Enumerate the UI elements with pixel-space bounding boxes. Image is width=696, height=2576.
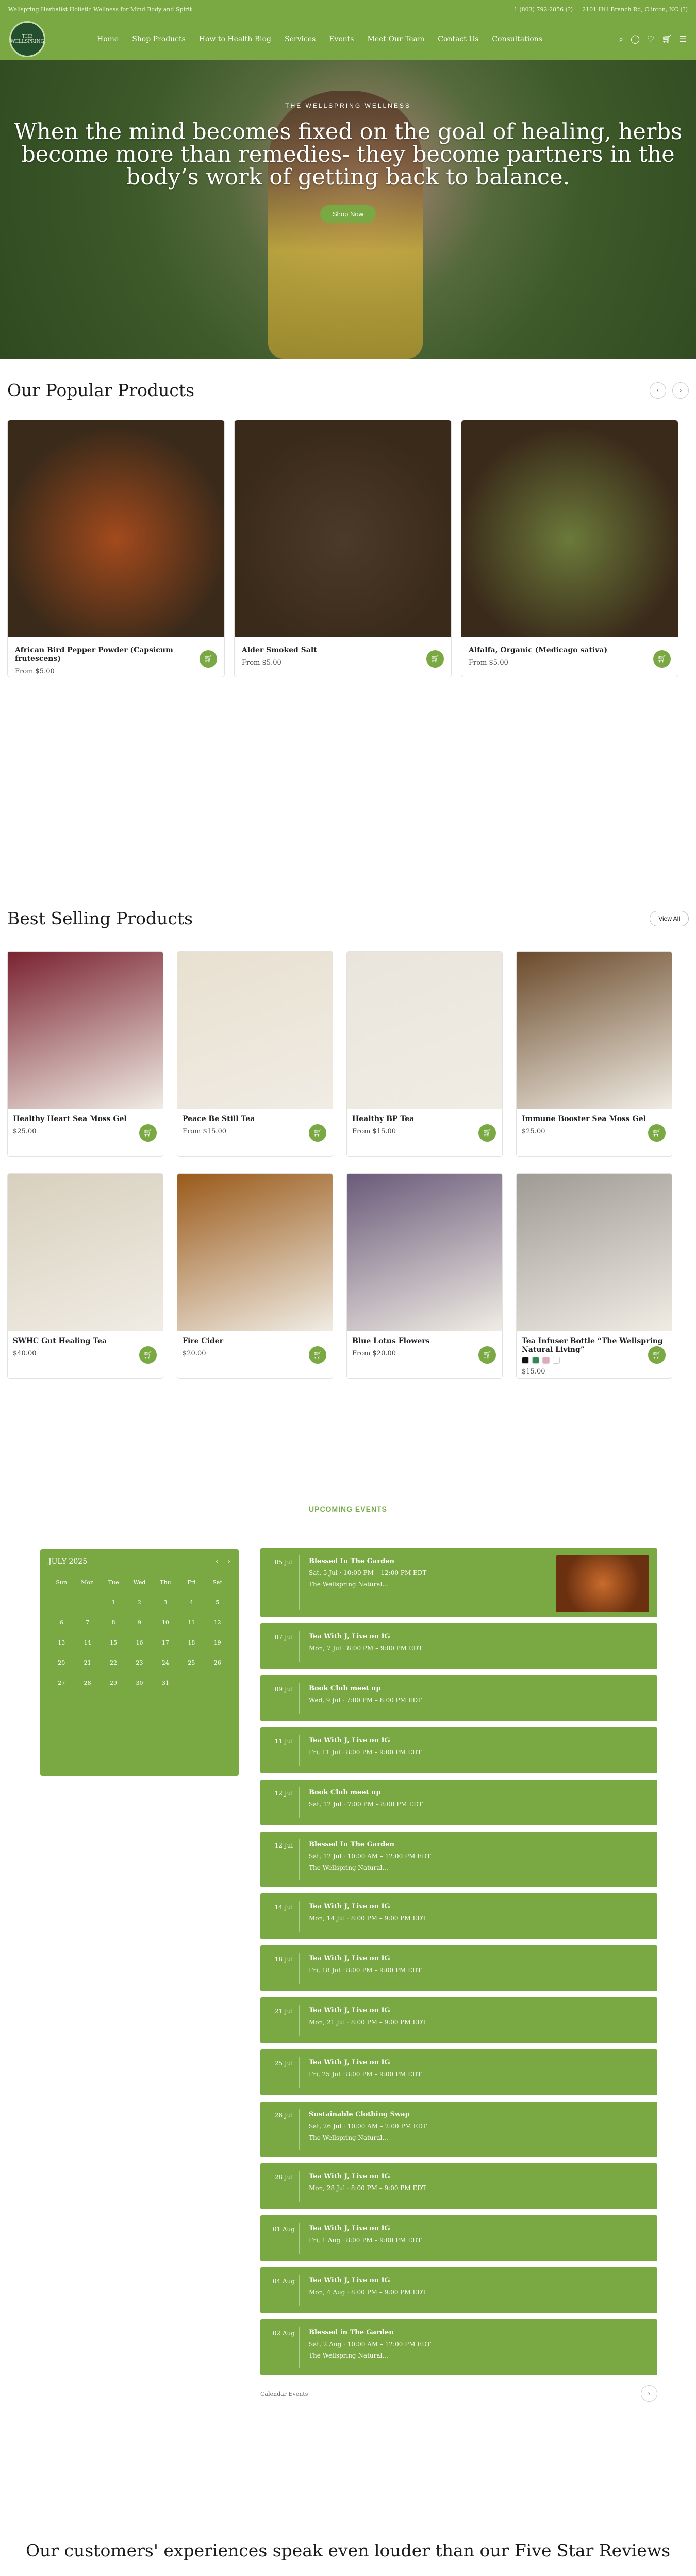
product-info — [177, 1331, 333, 1378]
event-time: Fri, 11 Jul · 8:00 PM – 9:00 PM EDT — [309, 1749, 422, 1756]
calendar-day[interactable]: 5 — [216, 1599, 220, 1606]
event-title[interactable]: Blessed in The Garden — [309, 2329, 394, 2336]
event-info — [300, 1555, 426, 1610]
product-price: From $15.00 — [183, 1128, 227, 1136]
top-announcement-bar — [0, 0, 696, 19]
event-time: Mon, 7 Jul · 8:00 PM – 9:00 PM EDT — [309, 1645, 423, 1652]
calendar-day[interactable]: 22 — [110, 1659, 118, 1666]
product-info — [347, 1331, 502, 1378]
product-info — [235, 637, 451, 677]
events-calendar — [40, 1549, 239, 1776]
event-date: 11 Jul — [269, 1735, 300, 1766]
calendar-day[interactable]: 12 — [213, 1619, 221, 1626]
events-next-icon[interactable]: › — [641, 2385, 657, 2402]
upcoming-events-section — [0, 1505, 696, 2535]
calendar-weekday: Wed — [133, 1579, 146, 1586]
event-info — [300, 1901, 426, 1932]
product-name[interactable]: Immune Booster Sea Moss Gel — [522, 1115, 646, 1123]
event-title[interactable]: Tea With J, Live on IG — [309, 2173, 390, 2180]
product-image[interactable] — [347, 1174, 502, 1331]
product-info — [517, 1331, 672, 1378]
calendar-day[interactable]: 18 — [188, 1639, 195, 1646]
product-card[interactable] — [177, 951, 333, 1157]
event-date: 28 Jul — [269, 2171, 300, 2202]
event-title[interactable]: Blessed In The Garden — [309, 1557, 394, 1565]
nav-item[interactable]: Services — [284, 35, 316, 43]
event-card[interactable] — [260, 1623, 657, 1669]
event-venue: The Wellspring Natural... — [309, 2134, 388, 2141]
color-swatch[interactable] — [522, 1357, 529, 1364]
product-name[interactable]: Alder Smoked Salt — [242, 646, 317, 654]
wishlist-icon[interactable]: ♡ — [647, 34, 655, 44]
nav-item[interactable]: Consultations — [492, 35, 542, 43]
product-price: From $20.00 — [352, 1350, 396, 1358]
event-info — [300, 2005, 426, 2036]
product-price: From $5.00 — [242, 659, 281, 667]
calendar-day[interactable]: 7 — [86, 1619, 90, 1626]
add-to-cart-icon[interactable]: 🛒︎ — [653, 650, 671, 668]
reviews-section — [0, 2540, 696, 2576]
product-price: $20.00 — [183, 1350, 206, 1358]
product-card[interactable] — [461, 420, 678, 677]
calendar-weekday: Sat — [212, 1579, 223, 1586]
calendar-weekday: Fri — [187, 1579, 196, 1586]
event-title[interactable]: Blessed In The Garden — [309, 1841, 394, 1849]
calendar-day[interactable]: 8 — [111, 1619, 115, 1626]
event-info — [300, 1735, 422, 1766]
product-card[interactable] — [7, 420, 225, 677]
product-name[interactable]: Peace Be Still Tea — [183, 1115, 255, 1123]
calendar-day[interactable]: 14 — [84, 1639, 91, 1646]
calendar-day[interactable]: 15 — [110, 1639, 118, 1646]
product-price: $25.00 — [522, 1128, 545, 1136]
event-date: 25 Jul — [269, 2057, 300, 2088]
event-card[interactable] — [260, 2215, 657, 2261]
event-card[interactable] — [260, 1727, 657, 1773]
shop-now-button[interactable]: Shop Now — [320, 205, 376, 223]
event-card[interactable] — [260, 2102, 657, 2157]
color-swatch[interactable] — [532, 1357, 539, 1364]
calendar-day[interactable]: 27 — [58, 1680, 65, 1686]
event-card[interactable] — [260, 2163, 657, 2209]
carousel-prev-icon[interactable]: ‹ — [650, 382, 666, 399]
calendar-day[interactable]: 10 — [161, 1619, 169, 1626]
product-name[interactable]: Tea Infuser Bottle “The Wellspring Natural Living” — [522, 1337, 663, 1354]
event-date: 01 Aug — [269, 2223, 300, 2254]
logo-text: THE WELLSPRING — [10, 34, 44, 44]
event-card[interactable] — [260, 1675, 657, 1721]
events-title: UPCOMING EVENTS — [309, 1505, 387, 1513]
product-image[interactable] — [347, 952, 502, 1109]
events-footer — [260, 2385, 657, 2402]
calendar-day[interactable]: 31 — [161, 1680, 169, 1686]
event-date: 05 Jul — [269, 1555, 300, 1610]
product-image[interactable] — [177, 952, 333, 1109]
event-date: 04 Aug — [269, 2275, 300, 2306]
popular-products-section — [0, 359, 696, 902]
event-card[interactable] — [260, 1832, 657, 1887]
event-card[interactable] — [260, 1945, 657, 1991]
add-to-cart-icon[interactable]: 🛒︎ — [309, 1124, 326, 1142]
product-image[interactable] — [517, 1174, 672, 1331]
product-image[interactable] — [8, 420, 224, 637]
add-to-cart-icon[interactable]: 🛒︎ — [426, 650, 444, 668]
nav-item[interactable]: Events — [329, 35, 354, 43]
calendar-month: JULY 2025 — [48, 1557, 88, 1566]
calendar-day[interactable]: 6 — [59, 1619, 63, 1626]
site-logo[interactable] — [9, 21, 45, 57]
calendar-day — [48, 1599, 74, 1606]
account-icon[interactable]: ◯ — [631, 34, 640, 44]
product-name[interactable]: Alfalfa, Organic (Medicago sativa) — [469, 646, 608, 654]
calendar-day[interactable]: 16 — [136, 1639, 143, 1646]
add-to-cart-icon[interactable]: 🛒︎ — [139, 1346, 157, 1364]
product-name[interactable]: Healthy Heart Sea Moss Gel — [13, 1115, 127, 1123]
event-time: Sat, 26 Jul · 10:00 AM – 2:00 PM EDT — [309, 2123, 427, 2130]
product-price: $25.00 — [13, 1128, 37, 1136]
search-icon[interactable]: ⌕ — [619, 34, 624, 44]
hero-banner — [0, 60, 696, 359]
calendar-day[interactable]: 13 — [58, 1639, 65, 1646]
calendar-events-link[interactable]: Calendar Events — [260, 2390, 308, 2397]
product-image[interactable] — [8, 1174, 163, 1331]
event-date: 21 Jul — [269, 2005, 300, 2036]
event-title[interactable]: Tea With J, Live on IG — [309, 2007, 390, 2014]
event-date: 09 Jul — [269, 1683, 300, 1714]
event-info — [300, 2327, 431, 2368]
product-price: From $15.00 — [352, 1128, 396, 1136]
events-list — [260, 1548, 657, 2402]
product-card[interactable] — [516, 951, 672, 1157]
calendar-day — [178, 1680, 204, 1686]
popular-grid — [7, 420, 689, 677]
calendar-day[interactable]: 26 — [213, 1659, 221, 1666]
add-to-cart-icon[interactable]: 🛒︎ — [200, 650, 217, 668]
hamburger-menu-icon[interactable]: ☰ — [679, 34, 687, 44]
product-image[interactable] — [177, 1174, 333, 1331]
calendar-day — [74, 1599, 100, 1606]
calendar-day — [205, 1680, 230, 1686]
event-title[interactable]: Tea With J, Live on IG — [309, 2277, 390, 2284]
event-venue: The Wellspring Natural... — [309, 1864, 388, 1871]
event-time: Mon, 28 Jul · 8:00 PM – 9:00 PM EDT — [309, 2184, 426, 2192]
product-price: From $5.00 — [469, 659, 508, 667]
event-venue: The Wellspring Natural... — [309, 2352, 388, 2359]
event-time: Wed, 9 Jul · 7:00 PM – 8:00 PM EDT — [309, 1697, 422, 1704]
event-title[interactable]: Tea With J, Live on IG — [309, 1737, 390, 1744]
calendar-grid — [48, 1579, 230, 1686]
announcement-text: Wellspring Herbalist Holistic Wellness for Mind Body and Spirit — [8, 6, 192, 13]
calendar-day[interactable]: 21 — [84, 1659, 91, 1666]
main-navigation — [0, 19, 696, 60]
product-name[interactable]: Blue Lotus Flowers — [352, 1337, 430, 1345]
event-date: 14 Jul — [269, 1901, 300, 1932]
add-to-cart-icon[interactable]: 🛒︎ — [478, 1124, 496, 1142]
product-info — [8, 637, 224, 677]
phone-link[interactable]: 1 (803) 792-2856 (?) — [513, 6, 573, 13]
calendar-weekday: Thu — [160, 1579, 171, 1586]
calendar-weekday: Tue — [108, 1579, 119, 1586]
add-to-cart-icon[interactable]: 🛒︎ — [139, 1124, 157, 1142]
product-image[interactable] — [235, 420, 451, 637]
event-venue: The Wellspring Natural... — [309, 1581, 388, 1588]
event-info — [300, 1787, 423, 1818]
product-price: $15.00 — [522, 1368, 545, 1376]
event-card[interactable] — [260, 1780, 657, 1825]
add-to-cart-icon[interactable]: 🛒︎ — [648, 1124, 666, 1142]
event-title[interactable]: Tea With J, Live on IG — [309, 1903, 390, 1910]
event-info — [300, 2057, 422, 2088]
calendar-day[interactable]: 19 — [213, 1639, 221, 1646]
calendar-day[interactable]: 9 — [137, 1619, 141, 1626]
cart-icon[interactable]: 🛒︎ — [661, 34, 672, 44]
calendar-day[interactable]: 20 — [58, 1659, 65, 1666]
nav-item[interactable]: Meet Our Team — [367, 35, 425, 43]
event-date: 07 Jul — [269, 1631, 300, 1662]
calendar-day[interactable]: 4 — [189, 1599, 193, 1606]
event-title[interactable]: Tea With J, Live on IG — [309, 1633, 390, 1640]
calendar-day[interactable]: 30 — [136, 1680, 143, 1686]
hero-kicker: THE WELLSPRING WELLNESS — [285, 102, 411, 109]
calendar-day[interactable]: 23 — [136, 1659, 143, 1666]
event-card[interactable] — [260, 2319, 657, 2375]
event-info — [300, 2275, 426, 2306]
event-time: Sat, 12 Jul · 10:00 AM – 12:00 PM EDT — [309, 1853, 431, 1860]
view-all-button[interactable]: View All — [650, 911, 689, 926]
calendar-prev-icon[interactable]: ‹ — [215, 1557, 219, 1566]
event-time: Fri, 25 Jul · 8:00 PM – 9:00 PM EDT — [309, 2071, 422, 2078]
product-info — [8, 1109, 163, 1156]
event-info — [300, 2171, 426, 2202]
product-name[interactable]: SWHC Gut Healing Tea — [13, 1337, 107, 1345]
color-swatch[interactable] — [553, 1357, 560, 1364]
event-time: Mon, 21 Jul · 8:00 PM – 9:00 PM EDT — [309, 2019, 426, 2026]
event-title[interactable]: Book Club meet up — [309, 1789, 381, 1797]
product-price: $40.00 — [13, 1350, 37, 1358]
event-title[interactable]: Tea With J, Live on IG — [309, 2059, 390, 2066]
event-time: Fri, 1 Aug · 8:00 PM – 9:00 PM EDT — [309, 2236, 422, 2244]
menu — [97, 35, 542, 43]
add-to-cart-icon[interactable]: 🛒︎ — [309, 1346, 326, 1364]
event-time: Fri, 18 Jul · 8:00 PM – 9:00 PM EDT — [309, 1967, 422, 1974]
popular-title: Our Popular Products — [7, 380, 195, 400]
event-info — [300, 2109, 427, 2150]
event-info — [300, 1683, 422, 1714]
product-card[interactable] — [7, 1173, 163, 1379]
calendar-day[interactable]: 24 — [161, 1659, 169, 1666]
event-card[interactable] — [260, 2049, 657, 2095]
product-info — [517, 1109, 672, 1156]
nav-item[interactable]: Home — [97, 35, 119, 43]
product-price: From $5.00 — [15, 668, 55, 675]
color-swatch[interactable] — [542, 1357, 550, 1364]
hero-headline: When the mind becomes fixed on the goal of healing, herbs become more than remedies- they become partners in the body’s work of getting back to balance. — [13, 119, 683, 190]
product-name[interactable]: African Bird Pepper Powder (Capsicum frutescens) — [15, 646, 173, 663]
event-date: 26 Jul — [269, 2109, 300, 2150]
add-to-cart-icon[interactable]: 🛒︎ — [648, 1346, 666, 1364]
color-swatches — [522, 1357, 667, 1364]
product-card[interactable] — [7, 951, 163, 1157]
event-time: Mon, 4 Aug · 8:00 PM – 9:00 PM EDT — [309, 2289, 426, 2296]
product-card[interactable] — [346, 951, 503, 1157]
calendar-day[interactable]: 28 — [84, 1680, 91, 1686]
event-date: 18 Jul — [269, 1953, 300, 1984]
product-info — [177, 1109, 333, 1156]
event-card[interactable] — [260, 1997, 657, 2043]
best-grid — [7, 951, 689, 1379]
event-title[interactable]: Tea With J, Live on IG — [309, 2225, 390, 2232]
calendar-next-icon[interactable]: › — [227, 1557, 230, 1566]
product-card[interactable] — [177, 1173, 333, 1379]
calendar-day[interactable]: 11 — [188, 1619, 195, 1626]
add-to-cart-icon[interactable]: 🛒︎ — [478, 1346, 496, 1364]
calendar-day[interactable]: 1 — [111, 1599, 115, 1606]
product-name[interactable]: Healthy BP Tea — [352, 1115, 415, 1123]
carousel-next-icon[interactable]: › — [672, 382, 689, 399]
event-info — [300, 1631, 422, 1662]
nav-item[interactable]: Contact Us — [438, 35, 479, 43]
nav-item[interactable]: Shop Products — [132, 35, 186, 43]
product-image[interactable] — [517, 952, 672, 1109]
event-date: 12 Jul — [269, 1839, 300, 1880]
event-title[interactable]: Book Club meet up — [309, 1685, 381, 1692]
event-time: Sat, 12 Jul · 7:00 PM – 8:00 PM EDT — [309, 1801, 423, 1808]
event-date: 02 Aug — [269, 2327, 300, 2368]
product-info — [461, 637, 678, 677]
calendar-day[interactable]: 25 — [188, 1659, 195, 1666]
calendar-weekday: Mon — [81, 1579, 94, 1586]
nav-item[interactable]: How to Health Blog — [198, 35, 271, 43]
product-card[interactable] — [234, 420, 452, 677]
event-card[interactable] — [260, 1893, 657, 1939]
calendar-day[interactable]: 17 — [161, 1639, 169, 1646]
event-card[interactable] — [260, 2267, 657, 2313]
product-image[interactable] — [461, 420, 678, 637]
event-title[interactable]: Sustainable Clothing Swap — [309, 2111, 410, 2119]
event-card[interactable] — [260, 1548, 657, 1617]
address-link[interactable]: 2101 Hill Branch Rd, Clinton, NC (?) — [582, 6, 688, 13]
best-selling-section — [0, 902, 696, 1505]
calendar-day[interactable]: 29 — [110, 1680, 118, 1686]
product-info — [8, 1331, 163, 1378]
event-info — [300, 1953, 422, 1984]
product-card[interactable] — [346, 1173, 503, 1379]
calendar-day[interactable]: 2 — [137, 1599, 141, 1606]
event-info — [300, 1839, 431, 1880]
product-card[interactable] — [516, 1173, 672, 1379]
event-time: Sat, 5 Jul · 10:00 PM – 12:00 PM EDT — [309, 1569, 427, 1577]
event-date: 12 Jul — [269, 1787, 300, 1818]
best-selling-title: Best Selling Products — [7, 908, 193, 928]
product-image[interactable] — [8, 952, 163, 1109]
calendar-weekday: Sun — [56, 1579, 68, 1586]
product-info — [347, 1109, 502, 1156]
event-time: Mon, 14 Jul · 8:00 PM – 9:00 PM EDT — [309, 1914, 426, 1922]
reviews-title: Our customers' experiences speak even louder than our Five Star Reviews — [25, 2540, 671, 2561]
event-time: Sat, 2 Aug · 10:00 AM – 12:00 PM EDT — [309, 2341, 431, 2348]
event-title[interactable]: Tea With J, Live on IG — [309, 1955, 390, 1962]
event-image — [556, 1555, 649, 1612]
product-name[interactable]: Fire Cider — [183, 1337, 223, 1345]
event-info — [300, 2223, 422, 2254]
calendar-day[interactable]: 3 — [163, 1599, 168, 1606]
